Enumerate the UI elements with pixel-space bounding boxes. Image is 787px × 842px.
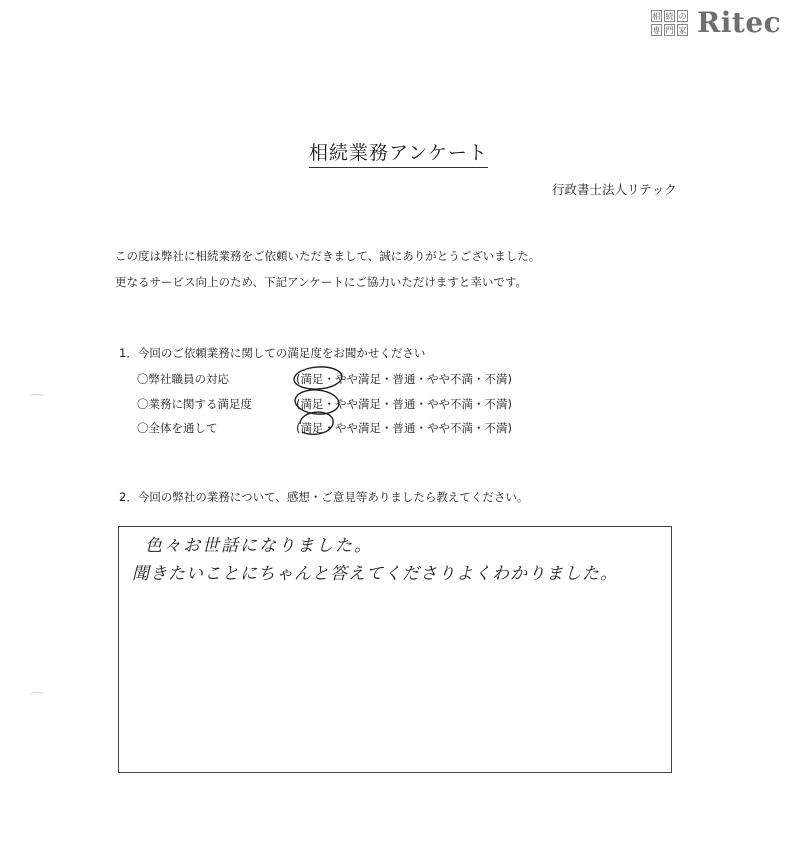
question-2: 2．今回の弊社の業務について、感想・ご意見等ありましたら教えてください。 — [119, 490, 529, 504]
logo-seal-char: 専 — [652, 26, 661, 35]
logo-seal-char: 門 — [665, 26, 674, 35]
handwritten-answer-line-1: 色々お世話になりました。 — [145, 536, 373, 556]
intro-line-1: この度は弊社に相続業務をご依頼いただきまして、誠にありがとうございました。 — [115, 249, 541, 263]
rating-label-staff: 〇弊社職員の対応 — [137, 372, 229, 386]
logo-seal-char: の — [678, 12, 687, 21]
logo-wordmark: Ritec — [697, 6, 782, 39]
rating-options-overall[interactable]: (満足・やや満足・普通・やや不満・不満) — [296, 421, 512, 435]
logo-seal-char: 相 — [652, 12, 661, 21]
scan-mark — [30, 692, 44, 697]
intro-line-2: 更なるサービス向上のため、下記アンケートにご協力いただけますと幸いです。 — [115, 275, 527, 289]
rating-label-service: 〇業務に関する満足度 — [137, 397, 252, 411]
logo-seal-char: 家 — [678, 26, 687, 35]
logo-seal-char: 続 — [665, 12, 674, 21]
logo-seal — [651, 10, 691, 38]
rating-options-service[interactable]: (満足・やや満足・普通・やや不満・不満) — [296, 397, 512, 411]
scan-mark — [30, 394, 44, 399]
question-1: 1．今回のご依頼業務に関しての満足度をお聞かせください — [119, 346, 426, 360]
organization-name: 行政書士法人リテック — [552, 182, 677, 197]
rating-label-overall: 〇全体を通して — [137, 421, 218, 435]
handwritten-answer-line-2: 聞きたいことにちゃんと答えてくださりよくわかりました。 — [132, 564, 618, 584]
rating-options-staff[interactable]: (満足・やや満足・普通・やや不満・不満) — [296, 372, 512, 386]
survey-title: 相続業務アンケート — [309, 138, 488, 168]
